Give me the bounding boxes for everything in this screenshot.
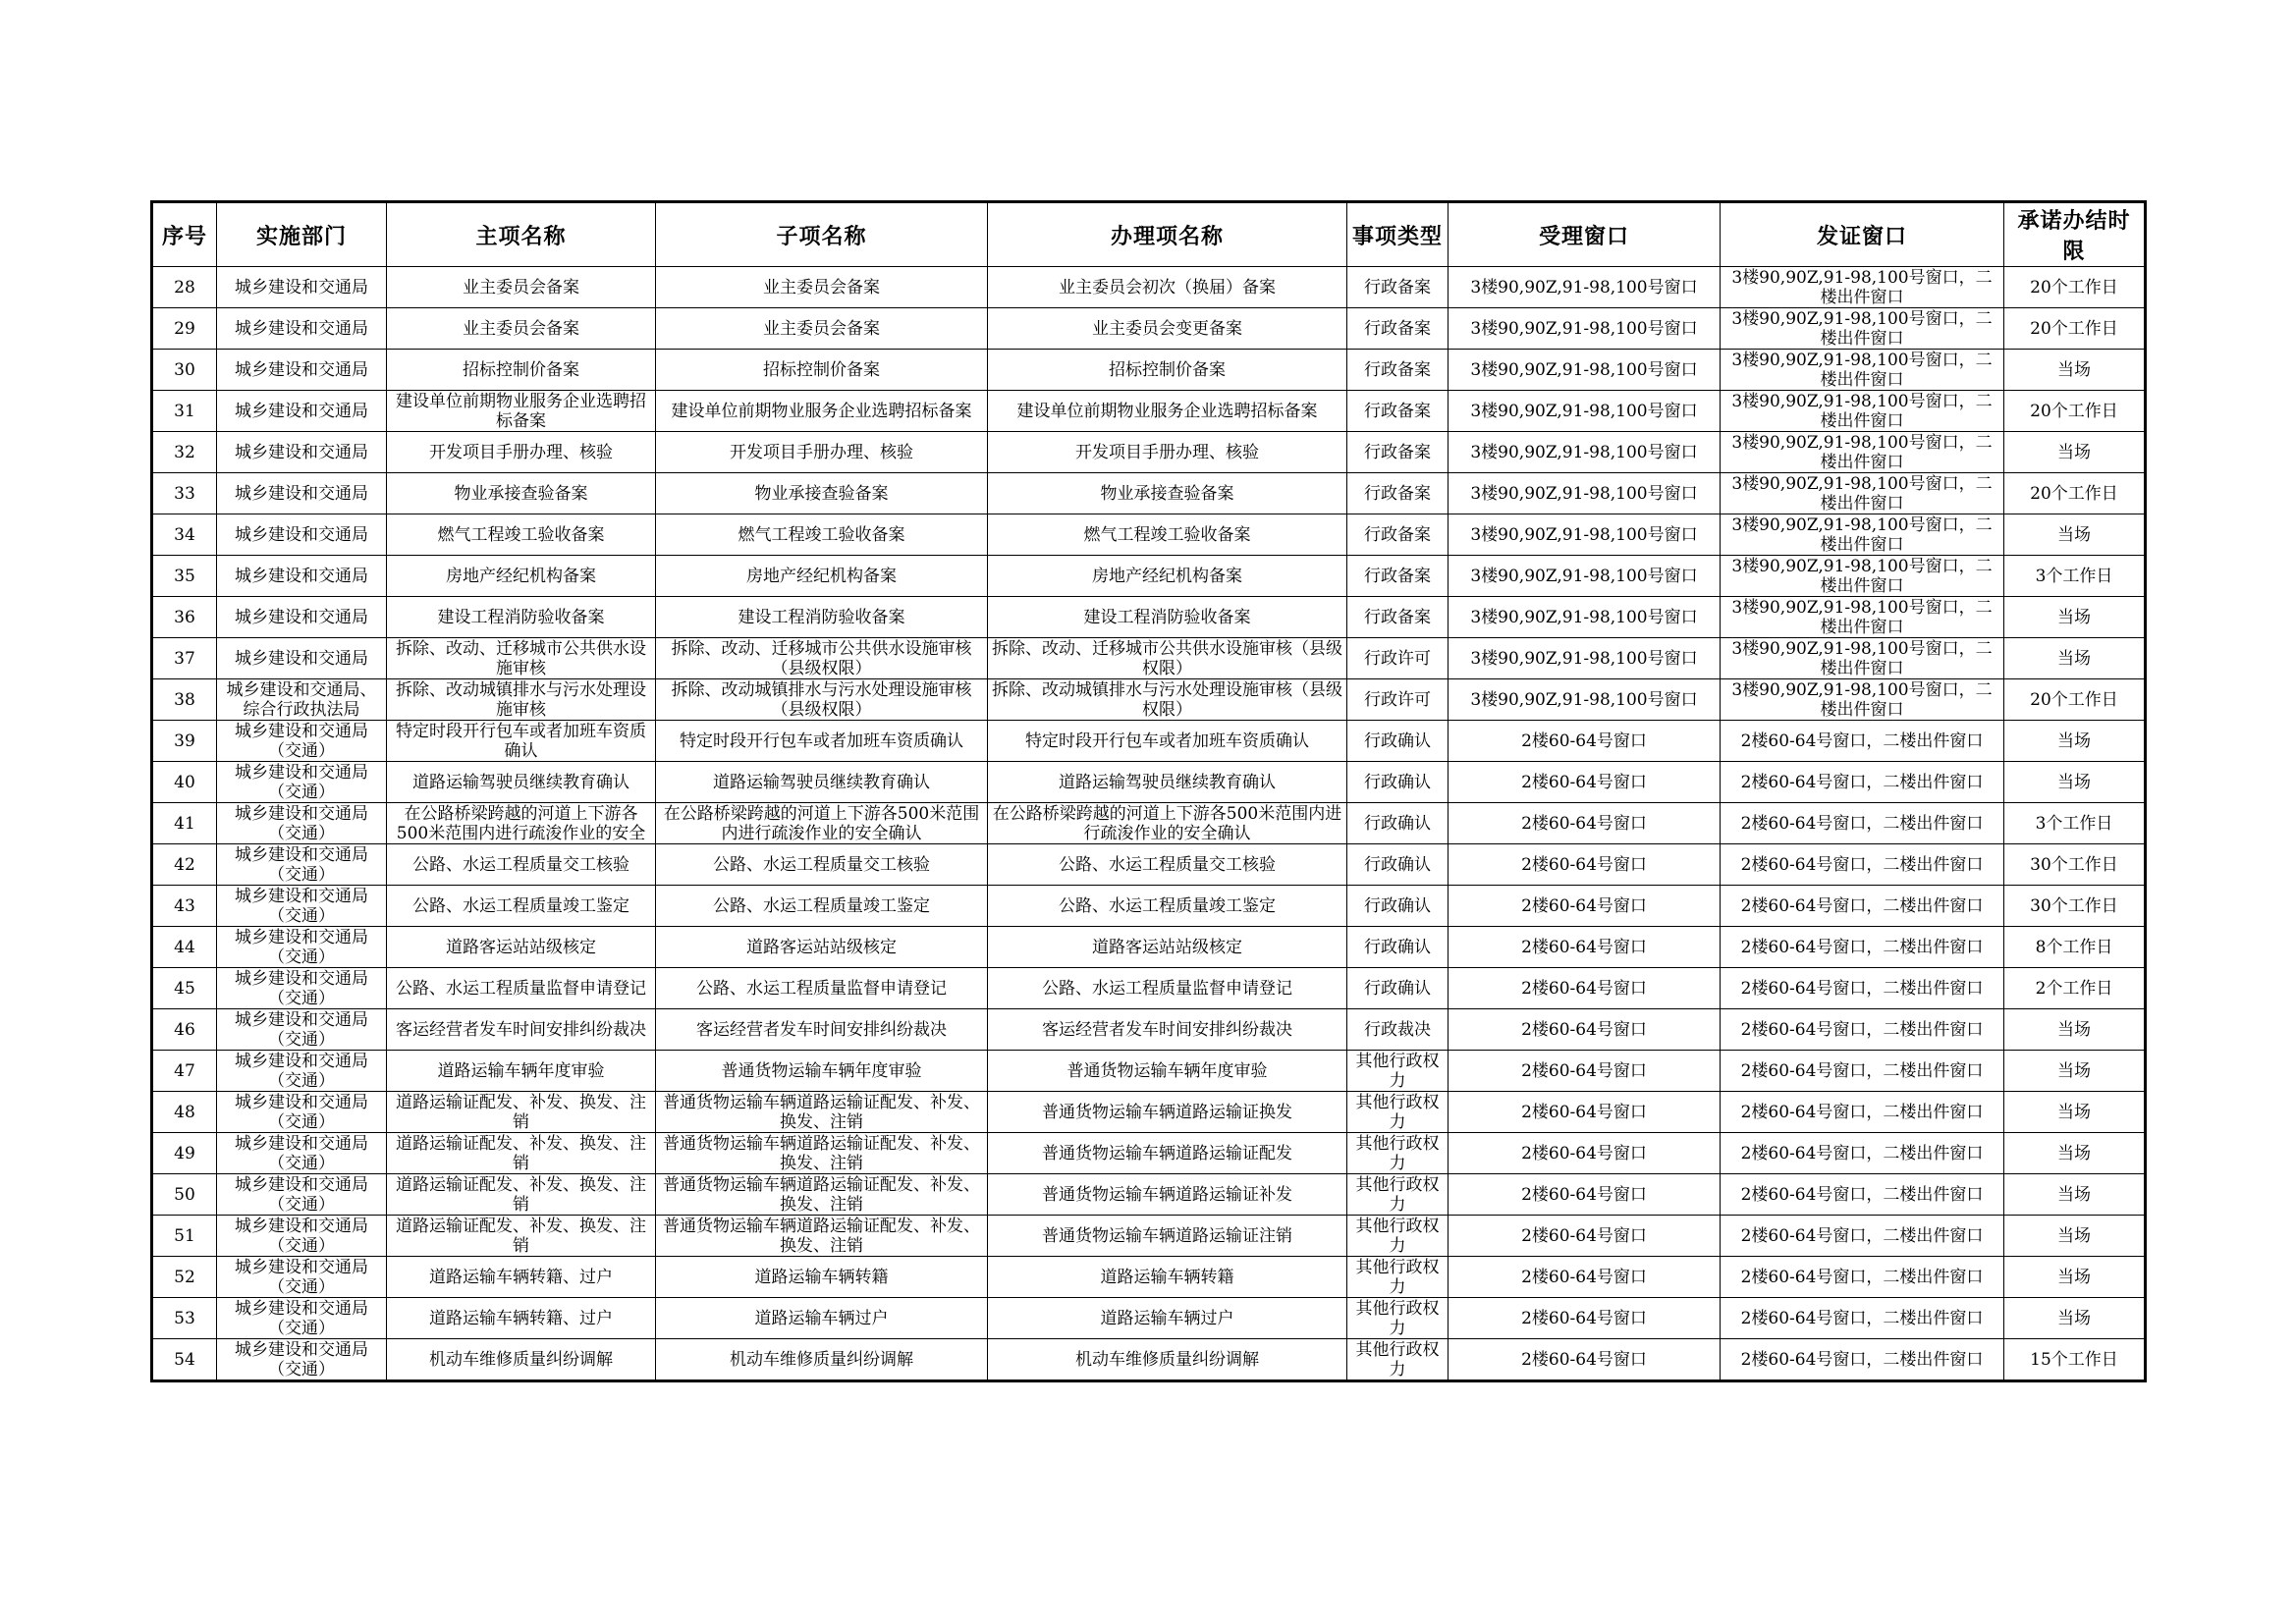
cell-issue-window: 2楼60-64号窗口，二楼出件窗口 xyxy=(1721,721,2004,762)
cell-handling-item: 拆除、改动城镇排水与污水处理设施审核（县级权限） xyxy=(988,679,1347,721)
cell-issue-window: 2楼60-64号窗口，二楼出件窗口 xyxy=(1721,844,2004,886)
table-row xyxy=(152,1051,2146,1092)
cell-item-type: 行政确认 xyxy=(1347,886,1449,927)
cell-item-type: 行政确认 xyxy=(1347,927,1449,968)
cell-item-type: 行政备案 xyxy=(1347,308,1449,350)
cell-seq: 39 xyxy=(152,721,217,762)
cell-department: 城乡建设和交通局 xyxy=(217,514,387,556)
cell-issue-window: 2楼60-64号窗口，二楼出件窗口 xyxy=(1721,1051,2004,1092)
cell-department: 城乡建设和交通局（交通） xyxy=(217,886,387,927)
table-row xyxy=(152,762,2146,803)
cell-sub-item: 拆除、改动、迁移城市公共供水设施审核（县级权限） xyxy=(656,638,988,679)
cell-sub-item: 公路、水运工程质量交工核验 xyxy=(656,844,988,886)
table-row xyxy=(152,432,2146,473)
cell-main-item: 道路运输车辆转籍、过户 xyxy=(387,1257,656,1298)
cell-issue-window: 2楼60-64号窗口，二楼出件窗口 xyxy=(1721,968,2004,1009)
cell-sub-item: 普通货物运输车辆道路运输证配发、补发、换发、注销 xyxy=(656,1133,988,1174)
table-row xyxy=(152,886,2146,927)
cell-main-item: 机动车维修质量纠纷调解 xyxy=(387,1339,656,1381)
cell-seq: 41 xyxy=(152,803,217,844)
cell-sub-item: 道路运输车辆转籍 xyxy=(656,1257,988,1298)
cell-main-item: 公路、水运工程质量交工核验 xyxy=(387,844,656,886)
cell-accept-window: 3楼90,90Z,91-98,100号窗口 xyxy=(1449,267,1721,308)
header-time-limit: 承诺办结时限 xyxy=(2004,202,2146,267)
cell-accept-window: 3楼90,90Z,91-98,100号窗口 xyxy=(1449,514,1721,556)
cell-accept-window: 2楼60-64号窗口 xyxy=(1449,1298,1721,1339)
header-sub-item: 子项名称 xyxy=(656,202,988,267)
cell-issue-window: 2楼60-64号窗口，二楼出件窗口 xyxy=(1721,886,2004,927)
cell-handling-item: 道路运输车辆转籍 xyxy=(988,1257,1347,1298)
table-row xyxy=(152,1339,2146,1381)
cell-time-limit: 当场 xyxy=(2004,762,2146,803)
cell-seq: 51 xyxy=(152,1216,217,1257)
cell-main-item: 建设工程消防验收备案 xyxy=(387,597,656,638)
cell-department: 城乡建设和交通局（交通） xyxy=(217,1051,387,1092)
cell-item-type: 行政备案 xyxy=(1347,391,1449,432)
cell-main-item: 燃气工程竣工验收备案 xyxy=(387,514,656,556)
cell-time-limit: 30个工作日 xyxy=(2004,844,2146,886)
cell-accept-window: 3楼90,90Z,91-98,100号窗口 xyxy=(1449,391,1721,432)
cell-sub-item: 道路运输车辆过户 xyxy=(656,1298,988,1339)
cell-main-item: 建设单位前期物业服务企业选聘招标备案 xyxy=(387,391,656,432)
table-row xyxy=(152,267,2146,308)
cell-handling-item: 机动车维修质量纠纷调解 xyxy=(988,1339,1347,1381)
cell-sub-item: 房地产经纪机构备案 xyxy=(656,556,988,597)
cell-item-type: 其他行政权力 xyxy=(1347,1216,1449,1257)
cell-accept-window: 3楼90,90Z,91-98,100号窗口 xyxy=(1449,679,1721,721)
cell-time-limit: 20个工作日 xyxy=(2004,308,2146,350)
cell-time-limit: 当场 xyxy=(2004,1216,2146,1257)
header-item-type: 事项类型 xyxy=(1347,202,1449,267)
cell-seq: 54 xyxy=(152,1339,217,1381)
cell-sub-item: 物业承接查验备案 xyxy=(656,473,988,514)
cell-department: 城乡建设和交通局 xyxy=(217,638,387,679)
cell-accept-window: 2楼60-64号窗口 xyxy=(1449,844,1721,886)
cell-department: 城乡建设和交通局 xyxy=(217,350,387,391)
cell-accept-window: 3楼90,90Z,91-98,100号窗口 xyxy=(1449,597,1721,638)
header-seq: 序号 xyxy=(152,202,217,267)
cell-main-item: 公路、水运工程质量竣工鉴定 xyxy=(387,886,656,927)
cell-issue-window: 2楼60-64号窗口，二楼出件窗口 xyxy=(1721,1133,2004,1174)
cell-main-item: 道路客运站站级核定 xyxy=(387,927,656,968)
cell-handling-item: 道路运输驾驶员继续教育确认 xyxy=(988,762,1347,803)
cell-accept-window: 2楼60-64号窗口 xyxy=(1449,1257,1721,1298)
table-row xyxy=(152,638,2146,679)
cell-handling-item: 开发项目手册办理、核验 xyxy=(988,432,1347,473)
cell-seq: 40 xyxy=(152,762,217,803)
cell-department: 城乡建设和交通局（交通） xyxy=(217,1257,387,1298)
cell-issue-window: 2楼60-64号窗口，二楼出件窗口 xyxy=(1721,803,2004,844)
cell-accept-window: 2楼60-64号窗口 xyxy=(1449,1009,1721,1051)
cell-handling-item: 普通货物运输车辆道路运输证换发 xyxy=(988,1092,1347,1133)
table-row xyxy=(152,597,2146,638)
cell-handling-item: 公路、水运工程质量监督申请登记 xyxy=(988,968,1347,1009)
cell-time-limit: 20个工作日 xyxy=(2004,267,2146,308)
table-row xyxy=(152,308,2146,350)
cell-seq: 43 xyxy=(152,886,217,927)
cell-seq: 31 xyxy=(152,391,217,432)
cell-seq: 48 xyxy=(152,1092,217,1133)
table-row xyxy=(152,803,2146,844)
cell-seq: 52 xyxy=(152,1257,217,1298)
cell-issue-window: 2楼60-64号窗口，二楼出件窗口 xyxy=(1721,1339,2004,1381)
cell-time-limit: 当场 xyxy=(2004,1133,2146,1174)
cell-handling-item: 燃气工程竣工验收备案 xyxy=(988,514,1347,556)
cell-sub-item: 业主委员会备案 xyxy=(656,308,988,350)
cell-department: 城乡建设和交通局（交通） xyxy=(217,721,387,762)
cell-time-limit: 当场 xyxy=(2004,1257,2146,1298)
cell-time-limit: 当场 xyxy=(2004,1174,2146,1216)
cell-seq: 29 xyxy=(152,308,217,350)
cell-main-item: 在公路桥梁跨越的河道上下游各500米范围内进行疏浚作业的安全 xyxy=(387,803,656,844)
cell-handling-item: 普通货物运输车辆道路运输证补发 xyxy=(988,1174,1347,1216)
cell-department: 城乡建设和交通局 xyxy=(217,308,387,350)
cell-handling-item: 客运经营者发车时间安排纠纷裁决 xyxy=(988,1009,1347,1051)
cell-department: 城乡建设和交通局 xyxy=(217,473,387,514)
cell-time-limit: 当场 xyxy=(2004,432,2146,473)
cell-seq: 34 xyxy=(152,514,217,556)
cell-accept-window: 3楼90,90Z,91-98,100号窗口 xyxy=(1449,556,1721,597)
header-accept-window: 受理窗口 xyxy=(1449,202,1721,267)
cell-sub-item: 业主委员会备案 xyxy=(656,267,988,308)
cell-seq: 42 xyxy=(152,844,217,886)
cell-handling-item: 普通货物运输车辆道路运输证注销 xyxy=(988,1216,1347,1257)
cell-handling-item: 公路、水运工程质量竣工鉴定 xyxy=(988,886,1347,927)
cell-item-type: 行政许可 xyxy=(1347,679,1449,721)
cell-sub-item: 普通货物运输车辆年度审验 xyxy=(656,1051,988,1092)
cell-main-item: 物业承接查验备案 xyxy=(387,473,656,514)
cell-seq: 46 xyxy=(152,1009,217,1051)
table-row xyxy=(152,1009,2146,1051)
cell-time-limit: 当场 xyxy=(2004,1009,2146,1051)
cell-issue-window: 3楼90,90Z,91-98,100号窗口，二楼出件窗口 xyxy=(1721,597,2004,638)
cell-issue-window: 2楼60-64号窗口，二楼出件窗口 xyxy=(1721,1216,2004,1257)
cell-item-type: 行政裁决 xyxy=(1347,1009,1449,1051)
cell-time-limit: 20个工作日 xyxy=(2004,679,2146,721)
cell-accept-window: 2楼60-64号窗口 xyxy=(1449,1051,1721,1092)
cell-department: 城乡建设和交通局（交通） xyxy=(217,844,387,886)
cell-department: 城乡建设和交通局、综合行政执法局 xyxy=(217,679,387,721)
table-row xyxy=(152,473,2146,514)
cell-accept-window: 2楼60-64号窗口 xyxy=(1449,927,1721,968)
cell-seq: 32 xyxy=(152,432,217,473)
cell-sub-item: 开发项目手册办理、核验 xyxy=(656,432,988,473)
cell-time-limit: 当场 xyxy=(2004,638,2146,679)
cell-handling-item: 物业承接查验备案 xyxy=(988,473,1347,514)
cell-main-item: 拆除、改动、迁移城市公共供水设施审核 xyxy=(387,638,656,679)
cell-main-item: 道路运输证配发、补发、换发、注销 xyxy=(387,1133,656,1174)
table-row xyxy=(152,968,2146,1009)
cell-department: 城乡建设和交通局 xyxy=(217,556,387,597)
cell-time-limit: 当场 xyxy=(2004,514,2146,556)
table-row xyxy=(152,927,2146,968)
cell-handling-item: 道路客运站站级核定 xyxy=(988,927,1347,968)
cell-issue-window: 3楼90,90Z,91-98,100号窗口，二楼出件窗口 xyxy=(1721,391,2004,432)
cell-sub-item: 特定时段开行包车或者加班车资质确认 xyxy=(656,721,988,762)
cell-time-limit: 30个工作日 xyxy=(2004,886,2146,927)
cell-accept-window: 2楼60-64号窗口 xyxy=(1449,1092,1721,1133)
table-row xyxy=(152,1133,2146,1174)
cell-seq: 44 xyxy=(152,927,217,968)
cell-issue-window: 3楼90,90Z,91-98,100号窗口，二楼出件窗口 xyxy=(1721,556,2004,597)
cell-main-item: 业主委员会备案 xyxy=(387,308,656,350)
cell-sub-item: 机动车维修质量纠纷调解 xyxy=(656,1339,988,1381)
cell-sub-item: 建设工程消防验收备案 xyxy=(656,597,988,638)
cell-accept-window: 2楼60-64号窗口 xyxy=(1449,721,1721,762)
cell-item-type: 其他行政权力 xyxy=(1347,1133,1449,1174)
cell-time-limit: 3个工作日 xyxy=(2004,803,2146,844)
cell-seq: 36 xyxy=(152,597,217,638)
cell-main-item: 业主委员会备案 xyxy=(387,267,656,308)
cell-main-item: 道路运输证配发、补发、换发、注销 xyxy=(387,1216,656,1257)
cell-time-limit: 当场 xyxy=(2004,1298,2146,1339)
cell-item-type: 行政确认 xyxy=(1347,844,1449,886)
cell-sub-item: 建设单位前期物业服务企业选聘招标备案 xyxy=(656,391,988,432)
cell-item-type: 行政备案 xyxy=(1347,597,1449,638)
table-row xyxy=(152,1257,2146,1298)
cell-handling-item: 建设单位前期物业服务企业选聘招标备案 xyxy=(988,391,1347,432)
cell-main-item: 道路运输证配发、补发、换发、注销 xyxy=(387,1092,656,1133)
cell-accept-window: 2楼60-64号窗口 xyxy=(1449,1216,1721,1257)
cell-seq: 45 xyxy=(152,968,217,1009)
cell-main-item: 道路运输证配发、补发、换发、注销 xyxy=(387,1174,656,1216)
cell-department: 城乡建设和交通局（交通） xyxy=(217,968,387,1009)
cell-sub-item: 道路运输驾驶员继续教育确认 xyxy=(656,762,988,803)
cell-department: 城乡建设和交通局（交通） xyxy=(217,803,387,844)
table-row xyxy=(152,391,2146,432)
cell-seq: 28 xyxy=(152,267,217,308)
cell-time-limit: 当场 xyxy=(2004,350,2146,391)
cell-main-item: 招标控制价备案 xyxy=(387,350,656,391)
cell-department: 城乡建设和交通局（交通） xyxy=(217,1133,387,1174)
cell-main-item: 开发项目手册办理、核验 xyxy=(387,432,656,473)
cell-issue-window: 2楼60-64号窗口，二楼出件窗口 xyxy=(1721,1009,2004,1051)
table-row xyxy=(152,844,2146,886)
cell-issue-window: 2楼60-64号窗口，二楼出件窗口 xyxy=(1721,927,2004,968)
cell-issue-window: 2楼60-64号窗口，二楼出件窗口 xyxy=(1721,1257,2004,1298)
header-issue-window: 发证窗口 xyxy=(1721,202,2004,267)
cell-sub-item: 拆除、改动城镇排水与污水处理设施审核（县级权限） xyxy=(656,679,988,721)
cell-time-limit: 当场 xyxy=(2004,1051,2146,1092)
cell-time-limit: 20个工作日 xyxy=(2004,391,2146,432)
cell-handling-item: 特定时段开行包车或者加班车资质确认 xyxy=(988,721,1347,762)
table-row xyxy=(152,1174,2146,1216)
cell-department: 城乡建设和交通局（交通） xyxy=(217,762,387,803)
cell-department: 城乡建设和交通局 xyxy=(217,597,387,638)
cell-item-type: 其他行政权力 xyxy=(1347,1298,1449,1339)
cell-item-type: 其他行政权力 xyxy=(1347,1092,1449,1133)
cell-department: 城乡建设和交通局（交通） xyxy=(217,1216,387,1257)
cell-issue-window: 2楼60-64号窗口，二楼出件窗口 xyxy=(1721,1174,2004,1216)
header-department: 实施部门 xyxy=(217,202,387,267)
cell-issue-window: 3楼90,90Z,91-98,100号窗口，二楼出件窗口 xyxy=(1721,514,2004,556)
cell-item-type: 行政备案 xyxy=(1347,350,1449,391)
table-row xyxy=(152,679,2146,721)
cell-accept-window: 2楼60-64号窗口 xyxy=(1449,968,1721,1009)
cell-time-limit: 当场 xyxy=(2004,597,2146,638)
table-body xyxy=(152,267,2146,1381)
cell-accept-window: 3楼90,90Z,91-98,100号窗口 xyxy=(1449,308,1721,350)
cell-issue-window: 3楼90,90Z,91-98,100号窗口，二楼出件窗口 xyxy=(1721,267,2004,308)
cell-issue-window: 3楼90,90Z,91-98,100号窗口，二楼出件窗口 xyxy=(1721,638,2004,679)
cell-issue-window: 2楼60-64号窗口，二楼出件窗口 xyxy=(1721,1092,2004,1133)
cell-sub-item: 招标控制价备案 xyxy=(656,350,988,391)
cell-accept-window: 3楼90,90Z,91-98,100号窗口 xyxy=(1449,473,1721,514)
cell-department: 城乡建设和交通局 xyxy=(217,391,387,432)
cell-handling-item: 普通货物运输车辆道路运输证配发 xyxy=(988,1133,1347,1174)
cell-item-type: 其他行政权力 xyxy=(1347,1257,1449,1298)
cell-sub-item: 道路客运站站级核定 xyxy=(656,927,988,968)
cell-seq: 37 xyxy=(152,638,217,679)
cell-accept-window: 3楼90,90Z,91-98,100号窗口 xyxy=(1449,432,1721,473)
cell-seq: 53 xyxy=(152,1298,217,1339)
cell-accept-window: 2楼60-64号窗口 xyxy=(1449,803,1721,844)
cell-issue-window: 3楼90,90Z,91-98,100号窗口，二楼出件窗口 xyxy=(1721,473,2004,514)
table-row xyxy=(152,350,2146,391)
cell-accept-window: 3楼90,90Z,91-98,100号窗口 xyxy=(1449,350,1721,391)
cell-time-limit: 8个工作日 xyxy=(2004,927,2146,968)
cell-time-limit: 15个工作日 xyxy=(2004,1339,2146,1381)
cell-accept-window: 2楼60-64号窗口 xyxy=(1449,886,1721,927)
cell-seq: 35 xyxy=(152,556,217,597)
cell-accept-window: 2楼60-64号窗口 xyxy=(1449,762,1721,803)
cell-accept-window: 2楼60-64号窗口 xyxy=(1449,1339,1721,1381)
cell-seq: 30 xyxy=(152,350,217,391)
cell-item-type: 行政确认 xyxy=(1347,803,1449,844)
cell-main-item: 客运经营者发车时间安排纠纷裁决 xyxy=(387,1009,656,1051)
cell-sub-item: 公路、水运工程质量竣工鉴定 xyxy=(656,886,988,927)
cell-handling-item: 招标控制价备案 xyxy=(988,350,1347,391)
cell-issue-window: 3楼90,90Z,91-98,100号窗口，二楼出件窗口 xyxy=(1721,679,2004,721)
cell-sub-item: 普通货物运输车辆道路运输证配发、补发、换发、注销 xyxy=(656,1092,988,1133)
cell-accept-window: 2楼60-64号窗口 xyxy=(1449,1174,1721,1216)
cell-item-type: 其他行政权力 xyxy=(1347,1174,1449,1216)
cell-main-item: 道路运输驾驶员继续教育确认 xyxy=(387,762,656,803)
cell-time-limit: 3个工作日 xyxy=(2004,556,2146,597)
cell-department: 城乡建设和交通局 xyxy=(217,267,387,308)
cell-issue-window: 2楼60-64号窗口，二楼出件窗口 xyxy=(1721,762,2004,803)
cell-item-type: 行政备案 xyxy=(1347,473,1449,514)
table-row xyxy=(152,721,2146,762)
cell-seq: 33 xyxy=(152,473,217,514)
cell-sub-item: 燃气工程竣工验收备案 xyxy=(656,514,988,556)
cell-seq: 47 xyxy=(152,1051,217,1092)
cell-time-limit: 当场 xyxy=(2004,721,2146,762)
cell-sub-item: 公路、水运工程质量监督申请登记 xyxy=(656,968,988,1009)
cell-time-limit: 20个工作日 xyxy=(2004,473,2146,514)
cell-handling-item: 在公路桥梁跨越的河道上下游各500米范围内进行疏浚作业的安全确认 xyxy=(988,803,1347,844)
cell-main-item: 公路、水运工程质量监督申请登记 xyxy=(387,968,656,1009)
cell-main-item: 拆除、改动城镇排水与污水处理设施审核 xyxy=(387,679,656,721)
cell-accept-window: 3楼90,90Z,91-98,100号窗口 xyxy=(1449,638,1721,679)
cell-department: 城乡建设和交通局（交通） xyxy=(217,1092,387,1133)
cell-sub-item: 在公路桥梁跨越的河道上下游各500米范围内进行疏浚作业的安全确认 xyxy=(656,803,988,844)
cell-item-type: 行政备案 xyxy=(1347,556,1449,597)
cell-department: 城乡建设和交通局（交通） xyxy=(217,1174,387,1216)
cell-item-type: 行政备案 xyxy=(1347,432,1449,473)
cell-seq: 50 xyxy=(152,1174,217,1216)
cell-item-type: 其他行政权力 xyxy=(1347,1051,1449,1092)
service-items-table xyxy=(150,200,2147,1382)
cell-item-type: 行政确认 xyxy=(1347,721,1449,762)
table-row xyxy=(152,514,2146,556)
cell-seq: 38 xyxy=(152,679,217,721)
cell-handling-item: 建设工程消防验收备案 xyxy=(988,597,1347,638)
cell-item-type: 其他行政权力 xyxy=(1347,1339,1449,1381)
cell-issue-window: 2楼60-64号窗口，二楼出件窗口 xyxy=(1721,1298,2004,1339)
cell-main-item: 道路运输车辆年度审验 xyxy=(387,1051,656,1092)
cell-item-type: 行政许可 xyxy=(1347,638,1449,679)
cell-handling-item: 公路、水运工程质量交工核验 xyxy=(988,844,1347,886)
cell-item-type: 行政备案 xyxy=(1347,267,1449,308)
cell-item-type: 行政确认 xyxy=(1347,968,1449,1009)
cell-handling-item: 业主委员会初次（换届）备案 xyxy=(988,267,1347,308)
cell-issue-window: 3楼90,90Z,91-98,100号窗口，二楼出件窗口 xyxy=(1721,350,2004,391)
cell-department: 城乡建设和交通局（交通） xyxy=(217,927,387,968)
cell-handling-item: 拆除、改动、迁移城市公共供水设施审核（县级权限） xyxy=(988,638,1347,679)
cell-time-limit: 当场 xyxy=(2004,1092,2146,1133)
cell-handling-item: 业主委员会变更备案 xyxy=(988,308,1347,350)
cell-department: 城乡建设和交通局 xyxy=(217,432,387,473)
cell-seq: 49 xyxy=(152,1133,217,1174)
cell-department: 城乡建设和交通局（交通） xyxy=(217,1339,387,1381)
cell-accept-window: 2楼60-64号窗口 xyxy=(1449,1133,1721,1174)
table-header-row xyxy=(152,202,2146,267)
table-row xyxy=(152,1092,2146,1133)
cell-time-limit: 2个工作日 xyxy=(2004,968,2146,1009)
cell-main-item: 房地产经纪机构备案 xyxy=(387,556,656,597)
cell-handling-item: 道路运输车辆过户 xyxy=(988,1298,1347,1339)
cell-handling-item: 房地产经纪机构备案 xyxy=(988,556,1347,597)
cell-main-item: 道路运输车辆转籍、过户 xyxy=(387,1298,656,1339)
cell-sub-item: 普通货物运输车辆道路运输证配发、补发、换发、注销 xyxy=(656,1174,988,1216)
cell-department: 城乡建设和交通局（交通） xyxy=(217,1298,387,1339)
cell-item-type: 行政备案 xyxy=(1347,514,1449,556)
header-main-item: 主项名称 xyxy=(387,202,656,267)
cell-main-item: 特定时段开行包车或者加班车资质确认 xyxy=(387,721,656,762)
cell-issue-window: 3楼90,90Z,91-98,100号窗口，二楼出件窗口 xyxy=(1721,308,2004,350)
cell-sub-item: 客运经营者发车时间安排纠纷裁决 xyxy=(656,1009,988,1051)
cell-department: 城乡建设和交通局（交通） xyxy=(217,1009,387,1051)
cell-issue-window: 3楼90,90Z,91-98,100号窗口，二楼出件窗口 xyxy=(1721,432,2004,473)
table-row xyxy=(152,556,2146,597)
table-row xyxy=(152,1216,2146,1257)
table-row xyxy=(152,1298,2146,1339)
cell-handling-item: 普通货物运输车辆年度审验 xyxy=(988,1051,1347,1092)
cell-item-type: 行政确认 xyxy=(1347,762,1449,803)
cell-sub-item: 普通货物运输车辆道路运输证配发、补发、换发、注销 xyxy=(656,1216,988,1257)
header-handling-item: 办理项名称 xyxy=(988,202,1347,267)
